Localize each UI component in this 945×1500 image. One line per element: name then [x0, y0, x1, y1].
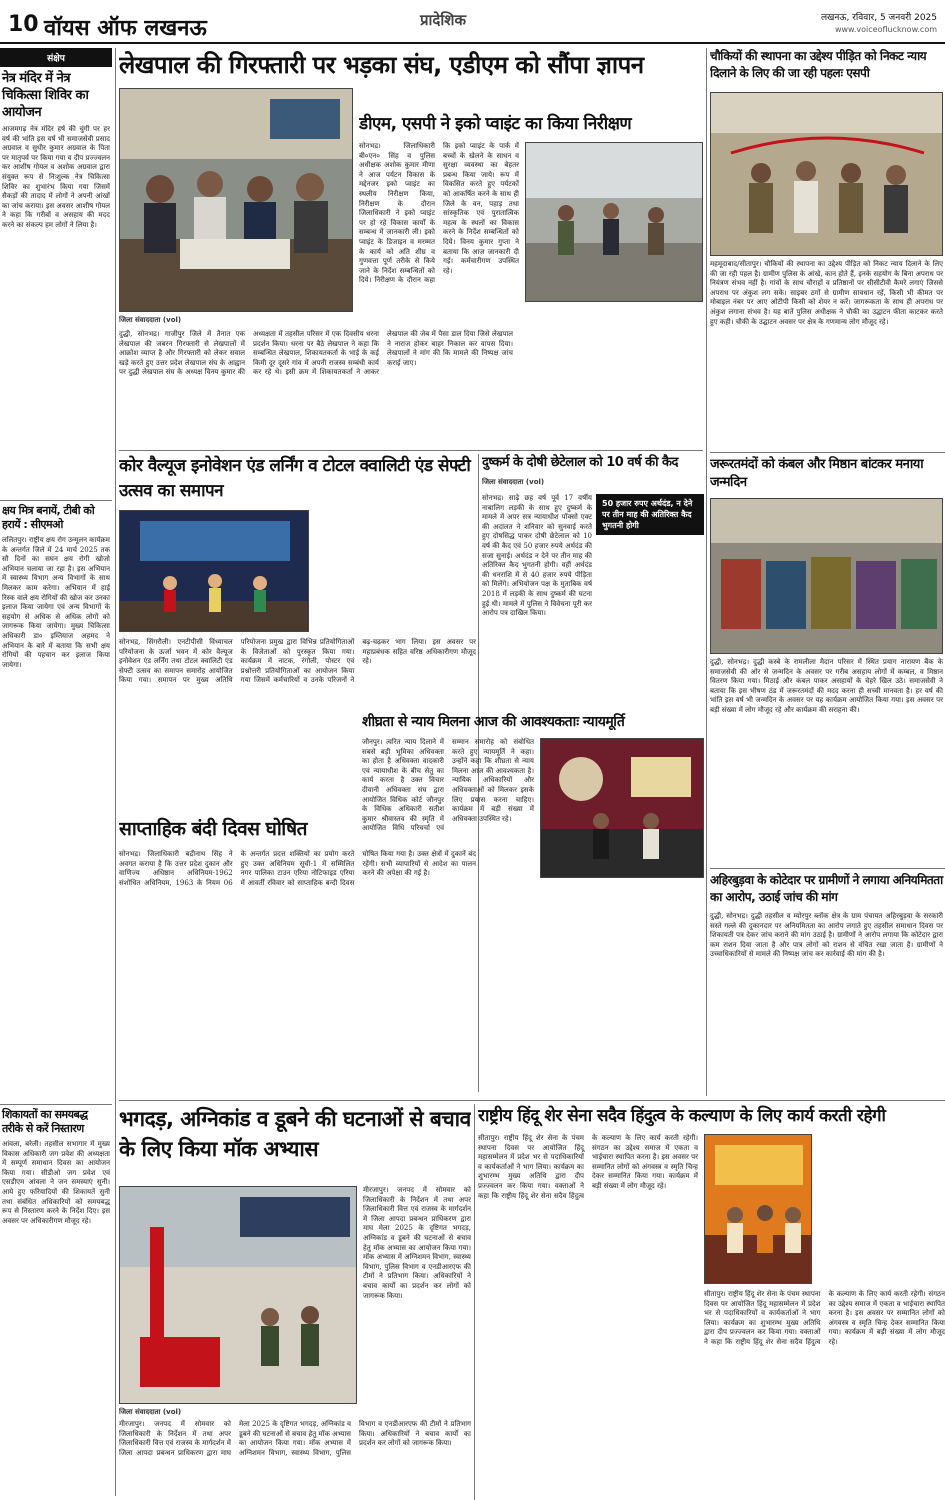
outposts-story — [710, 48, 945, 448]
blankets-story — [710, 456, 945, 864]
convict-body: सोनभद्र। साढ़े छह वर्ष पूर्व 17 वर्षीय नाबालिग लड़की के साथ हुए दुष्कर्म के मामले में अपर सत्र न्यायाधीश पॉक्सो एक्ट की अदालत ने शनिवार को सुनवाई करते हुए दोषसिद्ध पाकर दोषी छेटेलाल को 10 वर्ष की कैद एवं 50 हजार रुपये अर्थदंड की सजा सुनाई। अर्थदंड न देने पर तीन माह की अतिरिक्त कैद भुगतनी होगी। वहीं अर्थदंड की धनराशि में से 40 हजार रुपये पीड़िता को मिलेंगे। अभियोजन पक्ष के मुताबिक वर्ष 2018 में लड़की के साथ दुष्कर्म की घटना हुई थी। मामले में पुलिस ने विवेचना पूरी कर आरोप पत्र दाखिल किया। — [482, 494, 592, 618]
convict-headline: दुष्कर्म के दोषी छेटेलाल को 10 वर्ष की कैद — [482, 455, 678, 470]
hindu-sena-photo — [704, 1134, 812, 1284]
inspection-story — [359, 112, 703, 450]
mock-drill-caption: जिला संवाददाता (vol) — [119, 1408, 182, 1416]
hindu-sena-headline: राष्ट्रीय हिंदू शेर सेना सदैव हिंदुत्व के कल्याण के लिए कार्य करती रहेगी — [478, 1106, 886, 1126]
convict-story — [482, 454, 704, 710]
outposts-photo — [710, 92, 943, 256]
convict-highlight: 50 हजार रुपए अर्थदंड, न देने पर तीन माह की अतिरिक्त कैद भुगतनी होगी — [596, 494, 704, 535]
lead-caption: जिला संवाददाता (vol) — [119, 316, 182, 324]
hindu-sena-story — [478, 1104, 945, 1500]
kotedar-headline: अहिरबुड़वा के कोटेदार पर ग्रामीणों ने लगाया अनियमितता का आरोप, उठाई जांच की मांग — [710, 873, 943, 904]
outposts-headline: चौकियों की स्थापना का उद्देश्य पीड़ित को निकट न्याय दिलाने के लिए की जा रही पहलः एसपी — [710, 49, 927, 80]
website: www.voiceoflucknow.com — [834, 25, 937, 34]
lead-headline: लेखपाल की गिरफ्तारी पर भड़का संघ, एडीएम को सौंपा ज्ञापन — [119, 51, 644, 79]
justice-photo — [540, 738, 704, 878]
blankets-body: दुद्धी, सोनभद्र। दुद्धी कस्बे के रामलीला मैदान परिसर में स्थित प्रयाग नारायण बैंक के समाजसेवी की ओर से जन्मदिन के अवसर पर गरीब असहाय लोगों में कम्बल, व मिष्ठान वितरण किया गया। मिठाई और कंबल पाकर असहायों के चेहरे खिल उठे। समाजसेवी ने बताया कि इस भीषण ठंड में जरूरतमंदों की मदद करना ही सच्ची मानवता है। हर वर्ष की भांति इस वर्ष भी जन्मदिन के अवसर पर यह कार्यक्रम आयोजित किया गया। इस अवसर पर बड़ी संख्या में लोग मौजूद रहे और कार्यक्रम की सराहना की। — [710, 658, 943, 714]
lead-body: दुद्धी, सोनभद्र। गाजीपुर जिले में तैनात एक लेखपाल की जबरन गिरफ्तारी से लेखपालों में आक्रोश व्याप्त है और गिरफ्तारी को लेकर सवाल खड़े करते हुए उत्तर प्रदेश लेखपाल संघ के आह्वान पर दुद्धी लेखपाल संघ के अध्यक्ष विनय कुमार की अध्यक्षता में तहसील परिसर में एक दिवसीय धरना प्रदर्शन किया। धरना पर बैठे लेखपाल ने कहा कि सम्बन्धित लेखपाल, शिकायतकर्ता के भाई के कई किमी दूर दूसरे गांव में अपनी राजस्व सम्बंधी कार्य कर रहे थे। इसी क्रम में शिकायतकर्ता ने आकर लेखपाल की जेब में पैसा डाल दिया जिसे लेखपाल ने नाराज होकर बाहर निकाल कर वापस दिया। लेखपालों ने मांग की कि मामले की निष्पक्ष जांच कराई जाए। — [119, 330, 513, 377]
sidebar — [0, 48, 112, 1500]
inspection-headline: डीएम, एसपी ने इको प्वाइंट का किया निरीक्षण — [359, 114, 632, 134]
sidebar-story-2-body: ललितपुर। राष्ट्रीय क्षय रोग उन्मूलन कार्यक्रम के अन्तर्गत जिले में 24 मार्च 2025 तक सौ दिनों का सघन क्षय रोगी खोजो अभियान चलाया जा रहा है। इस अभियान में स्वास्थ्य विभाग अन्य विभागों के साथ मिलकर काम करेगा। अभियान में हाई रिस्क वाले क्षय रोगियों की खोज कर उनका इलाज किया जायेगा एवं अन्य विभागों के सहयोग से अधिक से अधिक लोगों को जागरूक किया जायेगा। मुख्य चिकित्सा अधिकारी डा० इम्तियाज अहमद ने अभियान के बारे में बताया कि सभी क्षय रोगियों की पहचान कर इलाज किया जायेगा। — [2, 536, 110, 669]
hindu-sena-body-2: सीतापुर। राष्ट्रीय हिंदू शेर सेना के पंचम स्थापना दिवस पर आयोजित हिंदू महासम्मेलन में प्रदेश भर से पदाधिकारियों व कार्यकर्ताओं ने भाग लिया। कार्यक्रम का शुभारम्भ मुख्य अतिथि द्वारा दीप प्रज्ज्वलन कर किया गया। वक्ताओं ने कहा कि राष्ट्रीय हिंदू शेर सेना सदैव हिंदुत्व के कल्याण के लिए कार्य करती रहेगी। संगठन का उद्देश्य समाज में एकता व भाईचारा स्थापित करना है। इस अवसर पर सम्मानित लोगों को अंगवस्त्र व स्मृति चिन्ह देकर सम्मानित किया गया। कार्यक्रम में बड़ी संख्या में लोग मौजूद रहे। — [704, 1290, 945, 1346]
weekly-closure-headline: साप्ताहिक बंदी दिवस घोषित — [119, 818, 307, 840]
section-title: प्रादेशिक — [420, 11, 466, 29]
blankets-headline: जरूरतमंदों को कंबल और मिष्ठान बांटकर मनाया जन्मदिन — [710, 457, 924, 490]
sidebar-story-1-headline: नेत्र मंदिर में नेत्र चिकित्सा शिविर का आयोजन — [2, 71, 89, 120]
mock-drill-photo — [119, 1186, 357, 1404]
mock-drill-body-side: मीरजापुर। जनपद में सोमवार को जिलाधिकारी के निर्देशन में तथा अपर जिलाधिकारी वित्त एवं राजस्व के मार्गदर्शन में जिला आपदा प्रबन्धन प्राधिकरण द्वारा माघ मेला 2025 के दृष्टिगत भगदड़, अग्निकांड व डूबने की घटनाओं से बचाव हेतु मॉक अभ्यास का आयोजन किया गया। मॉक अभ्यास में अग्निशमन विभाग, स्वास्थ्य विभाग, पुलिस विभाग व एनडीआरएफ की टीमों ने प्रतिभाग किया। अधिकारियों ने बचाव कार्यों का प्रदर्शन कर लोगों को जागरूक किया। — [363, 1186, 471, 1300]
mock-drill-headline: भगदड़, अग्निकांड व डूबने की घटनाओं से बचाव के लिए किया मॉक अभ्यास — [119, 1107, 471, 1161]
sidebar-story-3-body: आंवला, बरेली। तहसील सभागार में मुख्य विकास अधिकारी जग प्रवेश की अध्यक्षता में सम्पूर्ण समाधान दिवस का आयोजन किया गया। सीडीओ जग प्रवेश एवं एसडीएम आंवला ने जन समस्याएं सुनी। आये हुए फरियादियों की शिकायतें सुनी तथा संबंधित अधिकारियों को समयबद्ध रूप से निस्तारण करने के निर्देश दिए। इस अवसर पर अधिकारीगण मौजूद रहे। — [2, 1140, 110, 1225]
outposts-body: महमूदाबाद/सीतापुर। चौकियों की स्थापना का उद्देश्य पीड़ित को निकट न्याय दिलाने के लिए की जा रही पहल है। ग्रामीण पुलिस के आंखे, कान होते हैं, इनके सहयोग के बिना अपराध पर नियंत्रण संभव नहीं है। गांवों के साथ चौराहों व प्रतिष्ठानों पर सीसीटीवी कैमरे लगाएं जिससे अपराध पर अंकुश लग सके। साइबर ठगों से ग्रामीण सावधान रहें, किसी भी कीमत पर मोबाइल नंबर पर आए ओटीपी किसी को शेयर न करें। जागरूकता के साथ ही अपराध पर अंकुश लगाना संभव है। यह बातें पुलिस अधीक्षक ने चौकी का उद्घाटन फीता काटकर करते हुए कही। चौकी के उद्घाटन अवसर पर क्षेत्र के गणमान्य लोग मौजूद रहे। — [710, 260, 943, 326]
page-number: 10 — [8, 12, 39, 37]
dateline: लखनऊ, रविवार, 5 जनवरी 2025 — [820, 13, 937, 23]
sidebar-story-1 — [0, 67, 112, 490]
mock-drill-body: मीरजापुर। जनपद में सोमवार को जिलाधिकारी के निर्देशन में तथा अपर जिलाधिकारी वित्त एवं राजस्व के मार्गदर्शन में जिला आपदा प्रबन्धन प्राधिकरण द्वारा माघ मेला 2025 के दृष्टिगत भगदड़, अग्निकांड व डूबने की घटनाओं से बचाव हेतु मॉक अभ्यास का आयोजन किया गया। मॉक अभ्यास में अग्निशमन विभाग, स्वास्थ्य विभाग, पुलिस विभाग व एनडीआरएफ की टीमों ने प्रतिभाग किया। अधिकारियों ने बचाव कार्यों का प्रदर्शन कर लोगों को जागरूक किया। — [119, 1420, 471, 1457]
blankets-photo — [710, 498, 943, 654]
sidebar-story-3 — [0, 1108, 112, 1490]
inspection-body: सोनभद्र। जिलाधिकारी बी०एन० सिंह व पुलिस अधीक्षक अशोक कुमार मीणा ने आज पर्यटन विकास के मद्देनजर इको प्वाइंट का स्थलीय निरीक्षण किया, निरीक्षण के दौरान जिलाधिकारी ने इको प्वाइंट पर हो रहे विकास कार्यों के सम्बन्ध में जानकारी ली। इको प्वाइंट के डिजाइन व मरम्मत के कार्य को अति शीघ्र व गुणवत्ता पूर्ण तरीके से किये जाने के निर्देश सम्बन्धितों को दिये। निरीक्षण के दौरान कहा कि इको प्वाइंट के पार्क में बच्चों के खेलने के साधन व सुरक्षा व्यवस्था का बेहतर प्रबन्ध किया जाये। रूप में विकसित करते हुए पर्यटकों को आकर्षित करने के साथ ही जिले के वन, पहाड़ तथा सांस्कृतिक एवं पुरातात्विक महत्व के स्थलों का विकास करने के निर्देश सम्बन्धितों को दिये। विनय कुमार गुप्ता ने बताया कि आज जानकारी दी गई। कर्मचारीगण उपस्थित रहे। — [359, 142, 519, 285]
kotedar-story — [710, 872, 945, 1094]
masthead — [0, 0, 945, 44]
sidebar-story-1-body: आजमगढ़ नेत्र मंदिर हर्ष की चुंगी पर हर वर्ष की भांति इस वर्ष भी समाजसेवी प्रसाद अग्रवाल व सुधीर कुमार अग्रवाल के पिता पर मातृपर्व पर किया गया व दीप प्रज्ज्वलन कर आशीष गोयल व अशोक अग्रवाल द्वारा संयुक्त रूप से निःशुल्क नेत्र चिकित्सा शिविर का शुभारंभ किया गया जिसमें सैकड़ों की तादाद में लोगों ने अपनी आंखों का जांच कराया। इस अवसर आशीष गोयल ने कहा कि गरीबों व असहाय की मदद करने का संकल्प हम लोगों ने लिया है। — [2, 125, 110, 229]
inspection-photo — [525, 142, 703, 302]
core-values-headline: कोर वैल्यूज इनोवेशन एंड लर्निंग व टोटल क्वालिटी एंड सेफ्टी उत्सव का समापन — [119, 456, 471, 501]
core-values-body: सोनभद्र, सिंगरौली। एनटीपीसी विंध्याचल परियोजना के ऊर्जा भवन में कोर वैल्यूज इनोवेशन एंड लर्निंग तथा टोटल क्वालिटी एंड सेफ्टी उत्सव का समापन समारोह आयोजित किया गया। समापन पर मुख्य अतिथि परियोजना प्रमुख द्वारा विभिन्न प्रतियोगिताओं के विजेताओं को पुरस्कृत किया गया। कार्यक्रम में नाटक, रंगोली, पोस्टर एवं प्रश्नोत्तरी प्रतियोगिताओं का आयोजन किया गया जिसमें कर्मचारियों व उनके परिजनों ने बढ़-चढ़कर भाग लिया। इस अवसर पर महाप्रबंधक सहित वरिष्ठ अधिकारीगण मौजूद रहे। — [119, 638, 476, 685]
hindu-sena-body: सीतापुर। राष्ट्रीय हिंदू शेर सेना के पंचम स्थापना दिवस पर आयोजित हिंदू महासम्मेलन में प्रदेश भर से पदाधिकारियों व कार्यकर्ताओं ने भाग लिया। कार्यक्रम का शुभारम्भ मुख्य अतिथि द्वारा दीप प्रज्ज्वलन कर किया गया। वक्ताओं ने कहा कि राष्ट्रीय हिंदू शेर सेना सदैव हिंदुत्व के कल्याण के लिए कार्य करती रहेगी। संगठन का उद्देश्य समाज में एकता व भाईचारा स्थापित करना है। इस अवसर पर सम्मानित लोगों को अंगवस्त्र व स्मृति चिन्ह देकर सम्मानित किया गया। कार्यक्रम में बड़ी संख्या में लोग मौजूद रहे। — [478, 1134, 698, 1200]
weekly-closure-body: सोनभद्र। जिलाधिकारी बद्रीनाथ सिंह ने अवगत कराया है कि उत्तर प्रदेश दुकान और वाणिज्य अधिष्ठान अधिनियम-1962 संशोधित अधिनियम, 1963 के नियम 06 के अन्तर्गत प्रदत्त शक्तियों का प्रयोग करते हुए उक्त अधिनियम सूची-1 में सम्मिलित नगर पालिका टाउन एरिया नोटिफाइड एरिया में आवर्ती रविवार को साप्ताहिक बन्दी दिवस घोषित किया गया है। उक्त क्षेत्रों में दुकानें बंद रहेंगी। सभी व्यापारियों से आदेश का पालन करने की अपेक्षा की गई है। — [119, 850, 476, 887]
kotedar-body: दुद्धी, सोनभद्र। दुद्धी तहसील व म्योरपुर ब्लॉक क्षेत्र के ग्राम पंचायत अहिरबुड़वा के सरकारी सस्ते गल्ले की दुकानदार पर अनियमितता का आरोप लगाते हुए तहसील समाधान दिवस पर शिकायती पत्र देकर जांच कराने की मांग उठाई है। ग्रामीणों ने आरोप लगाया कि कोटेदार द्वारा कम राशन दिया जाता है और पात्र लोगों को राशन से वंचित रखा जाता है। ग्रामीणों ने उच्चाधिकारियों से मामले की निष्पक्ष जांच कर कार्रवाई की मांग की है। — [710, 912, 943, 959]
lead-photo — [119, 88, 353, 312]
paper-name: वॉयस ऑफ लखनऊ — [44, 16, 207, 41]
justice-story — [362, 712, 704, 1096]
core-values-photo — [119, 510, 309, 632]
mock-drill-story — [119, 1104, 471, 1500]
justice-body: जौनपुर। त्वरित न्याय दिलाने में सबसे बड़ी भूमिका अधिवक्ता का होता है अधिवक्ता वादकारी एवं न्यायाधीश के बीच सेतु का कार्य करता है उक्त विचार दीवानी अधिवक्ता संघ द्वारा आयोजित विधिक कोर्ट जौनपुर के विधिक अधिकारी सतीश कुमार श्रीवास्तव की स्मृति में आयोजित विधि परिचर्चा एवं सम्मान समारोह को संबोधित करते हुए न्यायमूर्ति ने कहा। उन्होंने कहा कि शीघ्रता से न्याय मिलना आज की आवश्यकता है। न्यायिक अधिकारियों और अधिवक्ताओं को मिलकर इसके लिए प्रयास करना चाहिए। कार्यक्रम में बड़ी संख्या में अधिवक्ता उपस्थित रहे। — [362, 738, 534, 833]
sidebar-story-2-headline: क्षय मित्र बनायें, टीबी को हरायें : सीएमओ — [2, 504, 95, 531]
convict-caption: जिला संवाददाता (vol) — [482, 478, 545, 486]
sidebar-story-3-headline: शिकायतों का समयबद्ध तरीके से करें निस्तारण — [2, 1108, 88, 1135]
justice-headline: शीघ्रता से न्याय मिलना आज की आवश्यकताः न्यायमूर्ति — [362, 714, 625, 730]
sidebar-story-2 — [0, 504, 112, 1104]
sidebar-label: संक्षेप — [0, 48, 112, 67]
